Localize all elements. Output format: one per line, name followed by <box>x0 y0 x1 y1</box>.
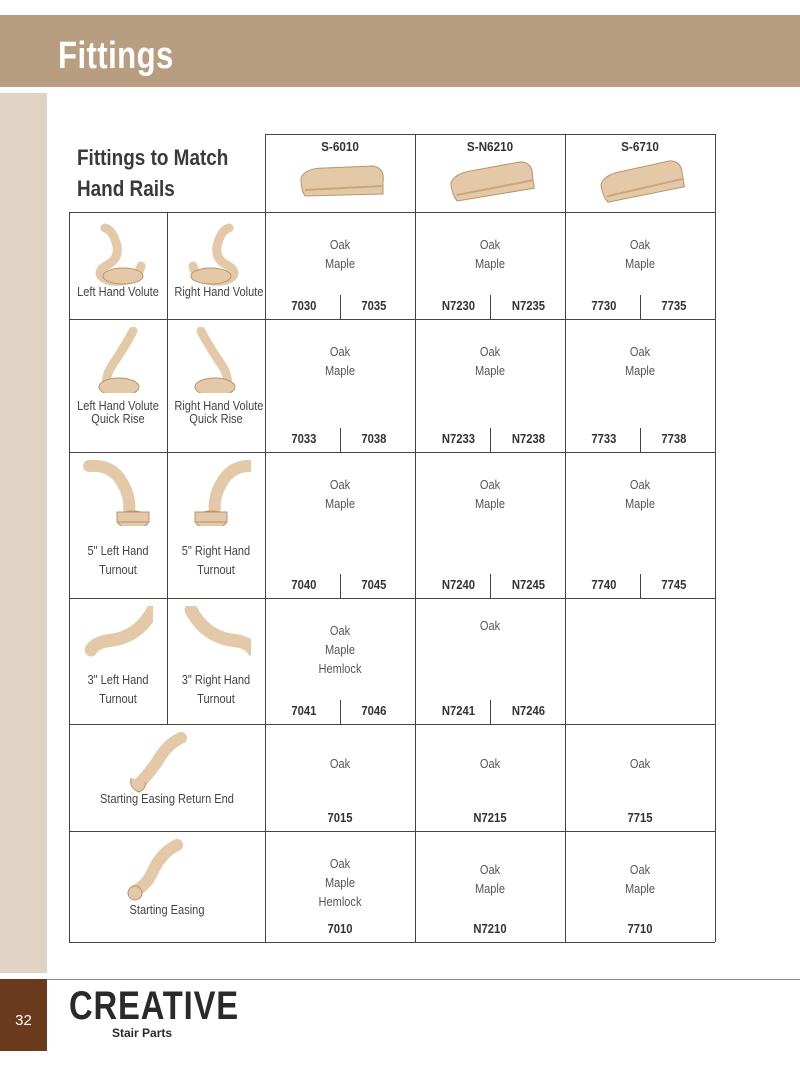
brand-logo: CREATIVE <box>69 984 239 1028</box>
code-divider <box>490 428 491 452</box>
species: Oak <box>629 756 651 771</box>
rail-name: S-N6210 <box>466 139 514 154</box>
part-number: N7233 <box>441 432 476 446</box>
page-title: Fittings <box>58 35 174 77</box>
species: Maple <box>624 363 656 378</box>
species: Maple <box>474 881 506 896</box>
row-label: Quick Rise <box>91 411 145 426</box>
code-divider <box>340 428 341 452</box>
brand-subtitle: Stair Parts <box>112 1026 173 1040</box>
grid-line <box>167 452 168 598</box>
part-number: 7745 <box>661 578 687 592</box>
part-number: 7733 <box>591 432 617 446</box>
row-label: Right Hand Volute <box>174 284 264 299</box>
starting-easing-return-end-icon <box>117 732 197 798</box>
part-number: N7235 <box>511 299 546 313</box>
code-divider <box>640 295 641 319</box>
page-number-box <box>0 979 47 1051</box>
grid-line <box>69 212 70 942</box>
row-label: Left Hand Volute <box>77 284 159 299</box>
left-hand-turnout-5in-icon <box>83 460 153 526</box>
part-number: 7046 <box>361 704 387 718</box>
species: Maple <box>624 496 656 511</box>
part-number: 7033 <box>291 432 317 446</box>
species: Oak <box>479 756 501 771</box>
row-label: Turnout <box>197 562 235 577</box>
grid-line <box>69 452 715 453</box>
species: Maple <box>324 496 356 511</box>
part-number: N7230 <box>441 299 476 313</box>
row-label: Turnout <box>99 691 137 706</box>
row-label: Starting Easing Return End <box>100 791 234 806</box>
part-number: 7045 <box>361 578 387 592</box>
grid-line <box>167 598 168 724</box>
grid-line <box>415 134 416 942</box>
rail-name: S-6710 <box>621 139 659 154</box>
code-divider <box>340 574 341 598</box>
side-accent-bar <box>0 93 47 973</box>
species: Oak <box>479 862 501 877</box>
grid-line <box>69 942 715 943</box>
species: Maple <box>624 881 656 896</box>
species: Oak <box>479 237 501 252</box>
right-hand-turnout-5in-icon <box>181 460 251 526</box>
grid-line <box>265 134 266 942</box>
handrail-profile-icon <box>295 156 390 208</box>
species: Maple <box>474 496 506 511</box>
species: Oak <box>479 344 501 359</box>
table-title-line1: Fittings to Match <box>77 145 229 170</box>
part-number: N7238 <box>511 432 546 446</box>
species: Maple <box>324 642 356 657</box>
starting-easing-icon <box>117 839 197 905</box>
species: Oak <box>629 477 651 492</box>
species: Oak <box>329 623 351 638</box>
part-number: 7715 <box>627 811 653 825</box>
right-hand-volute-quick-rise-icon <box>181 327 251 393</box>
right-hand-turnout-3in-icon <box>181 606 251 672</box>
species: Oak <box>329 856 351 871</box>
species: Maple <box>324 256 356 271</box>
row-label: 3" Left Hand <box>87 672 149 687</box>
row-label: Starting Easing <box>129 902 205 917</box>
part-number: 7030 <box>291 299 317 313</box>
page-number: 32 <box>15 1012 32 1029</box>
species: Oak <box>479 618 501 633</box>
grid-line <box>167 212 168 319</box>
right-hand-volute-icon <box>181 220 251 286</box>
handrail-profile-icon <box>445 156 540 208</box>
species: Oak <box>629 862 651 877</box>
code-divider <box>340 295 341 319</box>
species: Maple <box>324 875 356 890</box>
left-hand-volute-quick-rise-icon <box>83 327 153 393</box>
part-number: 7041 <box>291 704 317 718</box>
grid-line <box>69 212 715 213</box>
species: Maple <box>474 363 506 378</box>
row-label: Right Hand Volute <box>174 398 264 413</box>
species: Oak <box>629 344 651 359</box>
species: Oak <box>329 477 351 492</box>
row-label: Left Hand Volute <box>77 398 159 413</box>
species: Hemlock <box>318 894 362 909</box>
handrail-profile-icon <box>595 156 690 208</box>
grid-line <box>69 598 715 599</box>
species: Maple <box>474 256 506 271</box>
row-label: Turnout <box>99 562 137 577</box>
species: Maple <box>324 363 356 378</box>
row-label: 5" Right Hand <box>181 543 251 558</box>
part-number: 7735 <box>661 299 687 313</box>
part-number: N7240 <box>441 578 476 592</box>
species: Oak <box>329 344 351 359</box>
species: Oak <box>329 237 351 252</box>
grid-line <box>565 134 566 942</box>
species: Hemlock <box>318 661 362 676</box>
row-label: Turnout <box>197 691 235 706</box>
grid-line <box>715 134 716 942</box>
footer-divider <box>0 979 800 980</box>
species: Oak <box>479 477 501 492</box>
part-number: 7040 <box>291 578 317 592</box>
row-label: 3" Right Hand <box>181 672 251 687</box>
part-number: 7035 <box>361 299 387 313</box>
species: Oak <box>629 237 651 252</box>
grid-line <box>69 319 715 320</box>
part-number: 7730 <box>591 299 617 313</box>
grid-line <box>167 319 168 452</box>
page-header <box>0 15 800 87</box>
part-number: N7241 <box>441 704 476 718</box>
grid-line <box>69 724 715 725</box>
species: Maple <box>624 256 656 271</box>
part-number: 7038 <box>361 432 387 446</box>
part-number: 7738 <box>661 432 687 446</box>
rail-name: S-6010 <box>321 139 359 154</box>
code-divider <box>640 574 641 598</box>
grid-line <box>265 134 715 135</box>
row-label: 5" Left Hand <box>87 543 149 558</box>
part-number: N7245 <box>511 578 546 592</box>
code-divider <box>340 700 341 724</box>
code-divider <box>640 428 641 452</box>
part-number: 7010 <box>327 922 353 936</box>
fittings-table <box>69 134 715 942</box>
part-number: N7210 <box>473 922 507 936</box>
part-number: N7246 <box>511 704 546 718</box>
row-label: Quick Rise <box>189 411 243 426</box>
left-hand-turnout-3in-icon <box>83 606 153 672</box>
part-number: 7740 <box>591 578 617 592</box>
table-title-line2: Hand Rails <box>77 176 175 201</box>
part-number: 7710 <box>627 922 653 936</box>
grid-line <box>69 831 715 832</box>
left-hand-volute-icon <box>83 220 153 286</box>
species: Oak <box>329 756 351 771</box>
code-divider <box>490 700 491 724</box>
part-number: N7215 <box>473 811 507 825</box>
part-number: 7015 <box>327 811 353 825</box>
code-divider <box>490 574 491 598</box>
code-divider <box>490 295 491 319</box>
